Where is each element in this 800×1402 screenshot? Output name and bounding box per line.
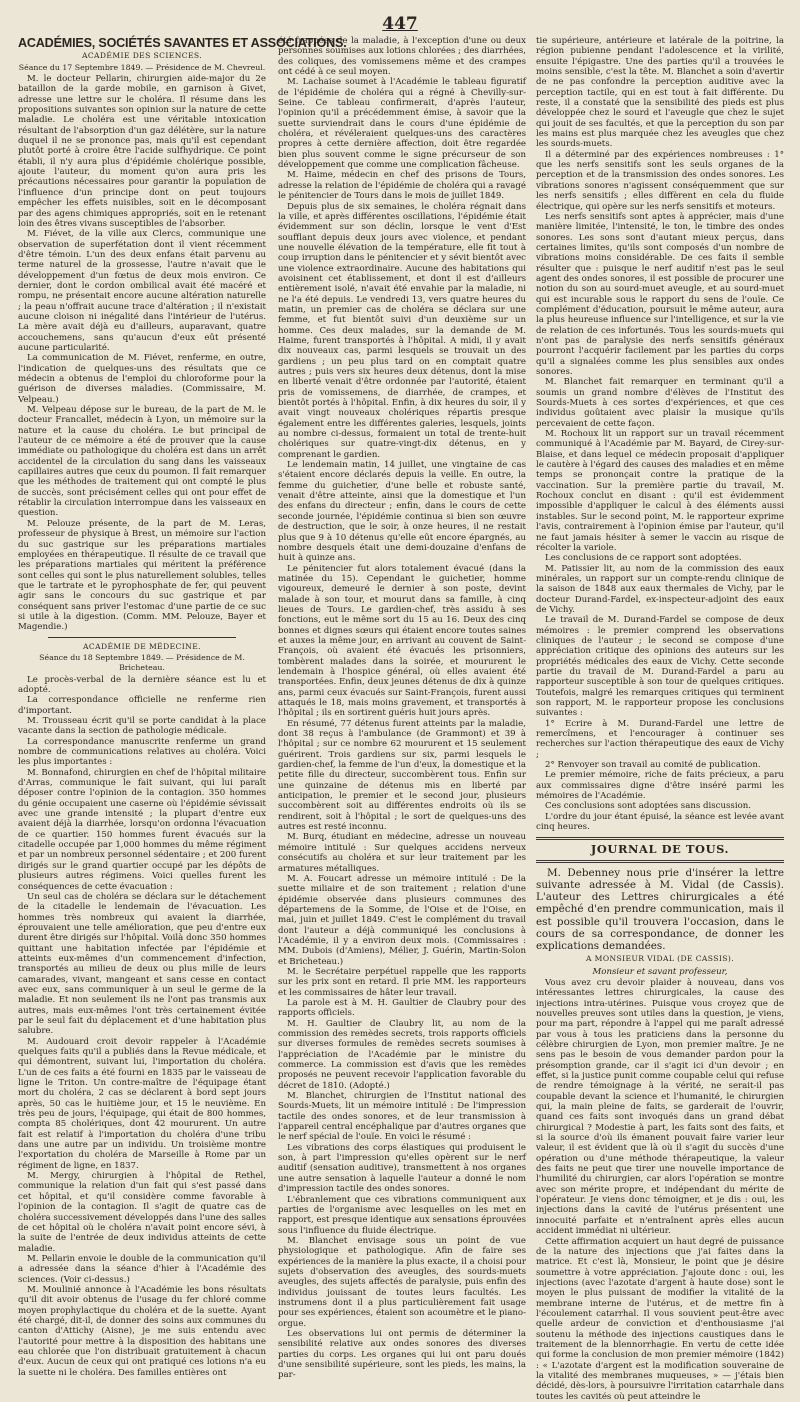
column-paragraph: M. Blanchet envisage sous un point de vue physiologique et pathologique. Afin de faire ses expériences de la manière la plus exacte, il a choisi pour sujets d'observation des aveugles, des sourds-muets aveugles, des sujets affectés de paralysie, puis enfin des individus jouissant de toutes leurs facultés. Les instrumens dont il a plus particulièrement fait usage pour ses expériences, étaient son acoumètre et le piano-orgue. xyxy=(278,1235,526,1329)
medecine-paragraph: Le procès-verbal de la dernière séance est lu et adopté. xyxy=(18,674,266,695)
journal-intro xyxy=(536,867,784,952)
column-paragraph: Les observations lui ont permis de déterminer la sensibilité relative aux ondes sonores des diverses parties du corps. Les organes qui lui ont paru doués d'une sensibilité supérieure, sont les pieds, les mains, la par- xyxy=(278,1328,526,1381)
medecine-paragraph: M. Audouard croit devoir rappeler à l'Académie quelques faits qu'il a publiés dans la Revue médicale, et qui démontrent, suivant lui, l'importation du choléra. L'un de ces faits a été fourni en 1835 par le vaisseau de ligne le Triton. Un contre-maître de l'équipage étant mort du choléra, 2 cas se déclarent à bord sept jours après, 50 cas le huitième jour, et 15 le neuvième. En très peu de jours, l'équipage, qui était de 800 hommes, compta 85 cholériques, dont 42 moururent. Un autre fait est relatif à l'importation du choléra d'une tribu dans une autre par un individu. Un troisième montre l'exportation du choléra de Marseille à Rome par un régiment de ligne, en 1837. xyxy=(18,1036,266,1171)
column-paragraph: M. H. Gaultier de Claubry lit, au nom de la commission des remèdes secrets, trois rapports officiels sur diverses formules de remèdes secrets soumises à l'appréciation de l'Académie par le ministre du commerce. La commission est d'avis que les remèdes proposés ne peuvent recevoir l'application favorable du décret de 1810. (Adopté.) xyxy=(278,1018,526,1091)
column-paragraph: Le pénitencier fut alors totalement évacué (dans la matinée du 15). Cependant le guichetier, homme vigoureux, demeuré le dernier à son poste, devint malade à son tour, et mourut dans sa famille, à cinq lieues de Tours. Le gardien-chef, très assidu à ses fonctions, eut le même sort du 15 au 16. Deux des cinq bonnes et dignes sœurs qui étaient encore toutes saines et auxes la même jour, en arrivant au couvent de Saint-François, où avaient été évacués les prisonniers, tombèrent malades dans la soirée, et moururent le lendemain à l'hospice général, où elles avaient été transportées. Enfin, deux jeunes détenus de dix à quinze ans, parmi ceux évacués sur Saint-François, furent aussi attaqués le 18, mais moins gravement, et transportés à l'hôpital ; ils en sortirent guéris huit jours après. xyxy=(278,563,526,719)
column-paragraph: Le lendemain matin, 14 juillet, une vingtaine de cas s'étaient encore déclarés depuis la veille. En outre, la femme du guichetier, d'une belle et robuste santé, venait d'être atteinte, ainsi que la domestique et l'un des enfans du directeur ; enfin, dans le cours de cette seconde journée, l'épidémie continua si bien son œuvre de destruction, que le soir, à onze heures, il ne restait plus que 9 à 10 détenus qu'elle eût encore épargnés, au nombre desquels était une demi-douzaine d'enfans de huit à quinze ans. xyxy=(278,460,526,564)
medecine-heading: ACADÉMIE DE MÉDECINE. xyxy=(83,641,201,651)
medecine-paragraph: La correspondance manuscrite renferme un grand nombre de communications relatives au choléra. Voici les plus importantes : xyxy=(18,736,266,768)
medecine-paragraph: M. Pellarin envoie le double de la communication qu'il a adressée dans la séance d'hier à l'Académie des sciences. (Voir ci-dessus.) xyxy=(18,1253,266,1285)
column-paragraph: tie supérieure, antérieure et latérale de la poitrine, la région pubienne pendant l'adolescence et la virilité, ensuite l'épigastre. Une des parties qu'il a trouvées le moins sensible, c'est la tête. M. Blanchet a soin d'avertir de ne pas confondre la perception auditive avec la perception tactile, qui en est tout à fait différente. Du reste, il a constaté que la sensibilité des pieds est plus développée chez le sourd et l'aveugle que chez le sujet qui jouit de ses facultés, et que la perception du son par les mains est plus marquée chez les aveugles que chez les sourds-muets. xyxy=(536,36,784,150)
medecine-session: Séance du 18 Septembre 1849. — Présidence de M. Bricheteau. xyxy=(39,652,245,673)
column-paragraph: M. Blanchet, chirurgien de l'Institut national des Sourds-Muets, lit un mémoire intitulé : De l'impression tactile des ondes sonores, et de leur transmission à l'appareil central encéphalique par d'autres organes que le nerf spécial de l'ouïe. En voici le résumé : xyxy=(278,1091,526,1143)
column-middle xyxy=(278,36,526,1381)
column-paragraph: Il a déterminé par des expériences nombreuses : 1° que les nerfs sensitifs sont les seuls organes de la perception et de la transmission des ondes sonores. Les vibrations sonores n'agissent conséquemment que sur les nerfs sensitifs ; elles diffèrent en cela du fluide électrique, qui opère sur les nerfs sensitifs et moteurs. xyxy=(536,149,784,212)
column-right xyxy=(536,36,784,1402)
sciences-paragraph: M. Pelouze présente, de la part de M. Leras, professeur de physique à Brest, un mémoire sur l'action du suc gastrique sur les préparations martiales employées en thérapeutique. Il résulte de ce travail que les préparations martiales qui méritent la préférence sont celles qui sont le plus naturellement solubles, telles que le tartrate et le pyrophosphate de fer, qui peuvent agir sans le concours du suc gastrique et par conséquent sans priver l'estomac d'une partie de ce suc si utile à la digestion. (Comm. MM. Pelouze, Bayer et Magendie.) xyxy=(18,518,266,633)
sciences-paragraph: M. Fiévet, de la ville aux Clercs, communique une observation de superfétation dont il vient récemment d'être témoin. L'un des deux enfans était parvenu au terme naturel de la grossesse, l'autre n'avait que le développement d'un fœtus de deux mois environ. Ce dernier, dont le cordon ombilical avait été macéré et rompu, ne présentait encore aucune altération naturelle ; la peau n'offrait aucune trace d'altération ; il n'existait aucune cloison ni inégalité dans l'intérieur de l'utérus. La mère avait déjà eu d'ailleurs, auparavant, quatre accouchemens, sans qu'aucun d'eux eût présenté aucune particularité. xyxy=(18,229,266,353)
journal-title: JOURNAL DE TOUS. xyxy=(590,842,730,857)
column-paragraph: M. Blanchet fait remarquer en terminant qu'il a soumis un grand nombre d'élèves de l'Institut des Sourds-Muets à ces sortes d'expériences, et que ces individus goûtaient avec plaisir la musique qu'ils percevaient de cette façon. xyxy=(536,377,784,429)
journal-divider xyxy=(536,837,784,840)
letter-salutation: Monsieur et savant professeur, xyxy=(592,966,728,977)
column-paragraph: Le premier mémoire, riche de faits précieux, a paru aux commissaires digne d'être inséré parmi les mémoires de l'Académie. xyxy=(536,770,784,802)
column-paragraph: été frappées de la maladie, à l'exception d'une ou deux personnes soumises aux lotions chlorées ; des diarrhées, des coliques, des vomissemens même et des crampes ont cédé à ce seul moyen. xyxy=(278,36,526,78)
medecine-paragraph: Un seul cas de choléra se déclara sur le détachement de la citadelle le lendemain de l'évacuation. Les hommes très nombreux qui avaient la diarrhée, éprouvaient une telle amélioration, que peu d'entre eux durent être dirigés sur l'hôpital. Voilà donc 350 hommes quittant une habitation infectée par l'épidémie et atteints eux-mêmes d'un commencement d'infection, transportés au milieu de deux ou plus mille de leurs camarades, vivant, mangeant et sans cesse en contact avec eux, sans communiquer à un seul le germe de la maladie. Et non seulement ils ne l'ont pas transmis aux autres, mais eux-mêmes l'ont très certainement évitée par le seul fait du déplacement et d'une habitation plus salubre. xyxy=(18,891,266,1037)
column-paragraph: Les conclusions de ce rapport sont adoptées. xyxy=(545,553,742,564)
column-paragraph: La parole est à M. H. Gaultier de Claubry pour des rapports officiels. xyxy=(278,997,526,1019)
letter-paragraph: Vous avez cru devoir plaider à nouveau, dans vos intéressantes lettres chirurgicales, la cause des injections intra-utérines. Puisque vous croyez que de nouvelles preuves sont utiles dans la question, je viens, pour ma part, répondre à l'appel qui me paraît adressé par vous à tous les praticiens dans la personne du célèbre chirurgien de Lyon, mon premier maître. Je ne sens pas le besoin de vous demander pardon pour la présomption grande, car il s'agit ici d'un devoir ; en effet, si la justice punit comme coupable celui qui refuse de rendre témoignage à la vérité, ne serait-il pas coupable devant la science et l'humanité, le chirurgien qui, la main pleine de faits, se garderait de l'ouvrir, quand ces faits sont invoqués dans un grand débat chirurgical ? Modestie à part, les faits sont des faits, et si la source d'où ils émanent pouvait faire varier leur valeur, il est évident que là où il s'agit du succès d'une opération ou d'une méthode thérapeutique, la valeur des faits ne peut que tirer une nouvelle importance de l'humilité du chirurgien, car alors l'opération se montre avec son mérite propre, et indépendant du mérite de l'opérateur. Je viens donc témoigner, et je dis : oui, les injections dans la cavité de l'utérus présentent une innocuité parfaite et n'entraînent après elles aucun accident immédiat ni ultérieur. xyxy=(536,977,784,1237)
journal-divider xyxy=(536,860,784,863)
column-paragraph: Ces conclusions sont adoptées sans discussion. xyxy=(545,801,752,812)
column-paragraph: L'ébranlement que ces vibrations communiquent aux parties de l'organisme avec lesquelles on les met en rapport, est presque identique aux sensations éprouvées sous l'influence du fluide électrique. xyxy=(278,1194,526,1236)
medecine-paragraph: M. Trousseau écrit qu'il se porte candidat à la place vacante dans la section de pathologie médicale. xyxy=(18,716,266,737)
sciences-session: Séance du 17 Septembre 1849. — Présidence de M. Chevreul. xyxy=(18,62,266,72)
column-paragraph: Les nerfs sensitifs sont aptes à apprécier, mais d'une manière limitée, l'intensité, le ton, le timbre des ondes sonores. Les sons sont d'autant mieux perçus, dans certaines limites, qu'ils sont composés d'un nombre de vibrations moins considérable. De ces faits il semble résulter que : puisque le nerf auditif n'est pas le seul agent des ondes sonores, il est possible de procurer une notion du son au sourd-muet aveugle, et au sourd-muet qui est incurable sous le rapport du sens de l'ouïe. Ce complément d'éducation, poursuit le même auteur, aura la plus heureuse influence sur l'intelligence, et sur la vie de relation de ces infortunés. Tous les sourds-muets qui n'ont pas de paralysie des nerfs sensitifs généraux pourront l'acquérir facilement par les parties du corps qu'il a signalées comme les plus sensibles aux ondes sonores. xyxy=(536,211,784,377)
column-paragraph: M. le Secrétaire perpétuel rappelle que les rapports sur les prix sont en retard. Il prie MM. les rapporteurs et les commissaires de hâter leur travail. xyxy=(278,966,526,998)
column-paragraph: L'ordre du jour étant épuisé, la séance est levée avant cinq heures. xyxy=(536,811,784,833)
column-paragraph: 2° Renvoyer son travail au comité de publication. xyxy=(545,760,761,771)
sciences-paragraph: La communication de M. Fiévet, renferme, en outre, l'indication de quelques-uns des résultats que ce médecin a obtenus de l'emploi du chloroforme pour la guérison de diverses maladies. (Commissaire, M. Velpeau.) xyxy=(18,353,266,405)
medecine-paragraph: M. Moulinié annonce à l'Académie les bons résultats qu'il dit avoir obtenus de l'usage du fer chloré comme moyen prophylactique du choléra et de la suette. Ayant été chargé, dit-il, de donner des soins aux communes du canton d'Attichy (Aisne), je me suis entendu avec l'autorité pour mettre à la disposition des habitans une eau chlorée que l'on distribuait gratuitement à chacun d'eux. Aucun de ceux qui ont pratiqué ces lotions n'a eu la suette ni le choléra. Des familles entières ont xyxy=(18,1284,266,1378)
letter-heading: A MONSIEUR VIDAL (DE CASSIS). xyxy=(585,954,735,964)
column-paragraph: Le travail de M. Durand-Fardel se compose de deux mémoires : le premier comprend les observations cliniques de l'auteur ; le second se compose d'une appréciation critique des opinions des auteurs sur les propriétés médicales des eaux de Vichy. Cette seconde partie du travail de M. Durand-Fardel a paru au rapporteur susceptible à son tour de quelques critiques. Toutefois, malgré les remarques critiques qui terminent son rapport, M. le rapporteur propose les conclusions suivantes : xyxy=(536,615,784,719)
column-paragraph: M. A. Foucart adresse un mémoire intitulé : De la suette miliaire et de son traitement ; relation d'une épidémie observée dans plusieurs communes des départemens de la Somme, de l'Oise et de l'Oise, en mai, juin et juillet 1849. C'est le complément du travail dont l'auteur a déjà communiqué les conclusions à l'Académie, il y a environ deux mois. (Commissaires : MM. Dubois (d'Amiens), Mélier, J. Guérin, Martin-Solon et Bricheteau.) xyxy=(278,873,526,967)
column-paragraph: M. Lachaise soumet à l'Académie le tableau figuratif de l'épidémie de choléra qui a régné à Chevilly-sur-Seine. Ce tableau confirmerait, d'après l'auteur, l'opinion qu'il a précédemment émise, à savoir que la suette surviendrait dans le cours d'une épidémie de choléra, et révéleraient quelques-uns des caractères propres à cette dernière affection, doit être regardée bien plus souvent comme le signe précurseur de son développement que comme une complication fâcheuse. xyxy=(278,77,526,171)
column-paragraph: Les vibrations des corps élastiques qui produisent le son, à part l'impression qu'elles opèrent sur le nerf auditif (sensation auditive), transmettent à nos organes une autre sensation à laquelle l'auteur a donné le nom d'impression tactile des ondes sonores. xyxy=(278,1142,526,1195)
sciences-paragraph: M. le docteur Pellarin, chirurgien aide-major du 2e bataillon de la garde mobile, en garnison à Givet, adresse une lettre sur le choléra. Il résume dans les propositions suivantes son opinion sur la nature de cette maladie. Le choléra est une véritable intoxication résultant de l'absorption d'un gaz délétère, sur la nature duquel il ne se prononce pas, mais qu'il est cependant plutôt porté à croire être l'acide sulfhydrique. Ce point établi, il n'y aura plus d'épidémie cholérique possible, ajoute l'auteur, du moment qu'on aura pris les précautions nécessaires pour garantir la population de l'influence d'un principe dont on peut toujours empêcher les effets nuisibles, soit en le décomposant par des agens chimiques appropriés, soit en le retenant loin des êtres vivans susceptibles de l'absorber. xyxy=(18,74,266,229)
column-paragraph: M. Burq, étudiant en médecine, adresse un nouveau mémoire intitulé : Sur quelques accidens nerveux consécutifs au choléra et sur leur traitement par les armatures métalliques. xyxy=(278,832,526,874)
sciences-heading: ACADÉMIE DES SCIENCES. xyxy=(81,51,203,61)
column-left xyxy=(18,36,347,1378)
page-number: 447 xyxy=(382,14,418,34)
column-paragraph: M. Patissier lit, au nom de la commission des eaux minérales, un rapport sur un compte-rendu clinique de la saison de 1848 aux eaux thermales de Vichy, par le docteur Durand-Fardel, ex-inspecteur-adjoint des eaux de Vichy. xyxy=(536,563,784,615)
column-paragraph: M. Rochoux lit un rapport sur un travail récemment communiqué à l'Académie par M. Bayard, de Cirey-sur-Blaise, et dans lequel ce médecin proposait d'appliquer le cautère à l'égard des causes des maladies et en même temps se prononçait contre la pratique de la vaccination. Sur la première partie du travail, M. Rochoux conclut en disant : qu'il est évidemment impossible d'appliquer le calcul à des éléments aussi instables. Sur le second point, M. le rapporteur exprime l'avis, contrairement à l'opinion émise par l'auteur, qu'il ne faut jamais hésiter à semer le vaccin au risque de récolter la variole. xyxy=(536,429,784,553)
section-divider xyxy=(48,637,236,638)
column-paragraph: En résumé, 77 détenus furent atteints par la maladie, dont 38 reçus à l'ambulance (de Grammont) et 39 à l'hôpital ; sur ce nombre 62 moururent et 15 seulement guérirent. Trois gardiens sur six, parmi lesquels le gardien-chef, la femme de l'un d'eux, la domestique et la petite fille du directeur, succombèrent tous. Enfin sur une quinzaine de détenus mis en liberté par anticipation, le premier et le second jour, plusieurs succombèrent soit au différentes endroits où ils se rendirent, soit à l'hôpital ; le sort de quelques-uns des autres est resté inconnu. xyxy=(278,718,526,833)
section-title: ACADÉMIES, SOCIÉTÉS SAVANTES ET ASSOCIATIONS. xyxy=(18,36,347,50)
column-paragraph: 1° Ecrire à M. Durand-Fardel une lettre de remercîmens, et l'encourager à continuer ses recherches sur l'action thérapeutique des eaux de Vichy ; xyxy=(536,718,784,760)
journal-intro-text: M. Debenney nous prie d'insérer la lettre suivante adressée à M. Vidal (de Cassis). L'auteur des Lettres chirurgicales a été empêché d'en prendre communication, mais il est possible qu'il trouvera l'occasion, dans le cours de sa correspondance, de donner les explications demandées. xyxy=(536,866,784,953)
column-paragraph: Depuis plus de six semaines, le choléra régnait dans la ville, et après différentes oscillations, l'épidémie était évidemment sur son déclin, lorsque le vent d'Est soufflant depuis deux jours avec violence, et pendant une nouvelle élévation de la température, elle fit tout à coup irruption dans le pénitencier et y sévit bientôt avec une violence extraordinaire. Aucune des habitations qui avoisinent cet établissement, et dont il est d'ailleurs entièrement isolé, n'avait été envahie par la maladie, ni ne l'a été depuis. Le vendredi 13, vers quatre heures du matin, un premier cas de choléra se déclara sur une femme, et fut bientôt suivi d'un deuxième sur un homme. Ces deux malades, sur la demande de M. Haime, furent transportés à l'hôpital. A midi, il y avait dix nouveaux cas, parmi lesquels se trouvait un des gardiens ; un peu plus tard on en comptait quatre autres ; puis vers six heures deux détenus, dont la mise en liberté venait d'être ordonnée par l'autorité, étaient pris de vomissemens, de diarrhée, de crampes, et bientôt portés à l'hôpital. Enfin, à dix heures du soir, il y avait vingt nouveaux cholériques répartis presque également entre les différentes galeries, lesquels, joints au nombre ci-dessus, formaient un total de trente-huit cholériques sur quatre-vingt-dix détenus, en y comprenant le gardien. xyxy=(278,201,526,460)
medecine-paragraph: M. Mergy, chirurgien à l'hôpital de Rethel, communique la relation d'un fait qui s'est passé dans cet hôpital, et qu'il considère comme favorable à l'opinion de la contagion. Il s'agit de quatre cas de choléra successivement développés dans l'une des salles de cet hôpital où le choléra n'avait point encore sévi, à la suite de l'entrée de deux individus atteints de cette maladie. xyxy=(18,1171,266,1254)
medecine-paragraph: La correspondance officielle ne renferme rien d'important. xyxy=(18,695,266,716)
column-paragraph: M. Haime, médecin en chef des prisons de Tours, adresse la relation de l'épidémie de choléra qui a ravagé le pénitencier de Tours dans le mois de juillet 1849. xyxy=(278,170,526,202)
medecine-paragraph: M. Bonnafond, chirurgien en chef de l'hôpital militaire d'Arras, communique le fait suivant, qui lui paraît déposer contre l'opinion de la contagion. 350 hommes du génie occupaient une caserne où l'épidémie sévissait avec une grande intensité ; la plupart d'entre eux avaient déjà la diarrhée, lorsqu'on ordonna l'évacuation de ce quartier. 150 hommes furent évacués sur la citadelle occupée par 1,000 hommes du même régiment et par un nombreux personnel sédentaire ; et 200 furent dirigés sur le grand quartier occupé par les dépôts de plusieurs autres régimens. Voici quelles furent les conséquences de cette évacuation : xyxy=(18,767,266,892)
sciences-paragraph: M. Velpeau dépose sur le bureau, de la part de M. le docteur Francallet, médecin à Lyon, un mémoire sur la nature et la cause du choléra. Le but principal de l'auteur de ce mémoire a été de prouver que la cause immédiate ou pathologique du choléra est dans un arrêt accidentel de la circulation du sang dans les vaisseaux capillaires autres que ceux du poumon. Il fait remarquer que les méthodes de traitement qui ont compté le plus de succès, sont précisément celles qui ont pour effet de rétablir la circulation interrompue dans les vaisseaux en question. xyxy=(18,405,266,519)
letter-paragraph: Cette affirmation acquiert un haut degré de puissance de la nature des injections que j'ai faites dans la matrice. Et c'est là, Monsieur, le point que je désire soumettre à votre appréciation. J'ajoute donc : oui, les injections (avec l'azotate d'argent à haute dose) sont le moyen le plus puissant de modifier la vitalité de la membrane interne de l'utérus, et de mettre fin à l'écoulement catarrhal. Il vous souvient peut-être avec quelle ardeur de conviction et d'enthousiasme j'ai soutenu la méthode des injections caustiques dans le traitement de la blennorrhagie. En vertu de cette idée qui forme la conclusion de mon premier mémoire (1842) : « L'azotate d'argent est la modification souveraine de la vitalité des membranes muqueuses, » — j'étais bien décidé, dès-lors, à poursuivre l'irritation catarrhale dans toutes les cavités où peut atteindre le xyxy=(536,1236,784,1402)
